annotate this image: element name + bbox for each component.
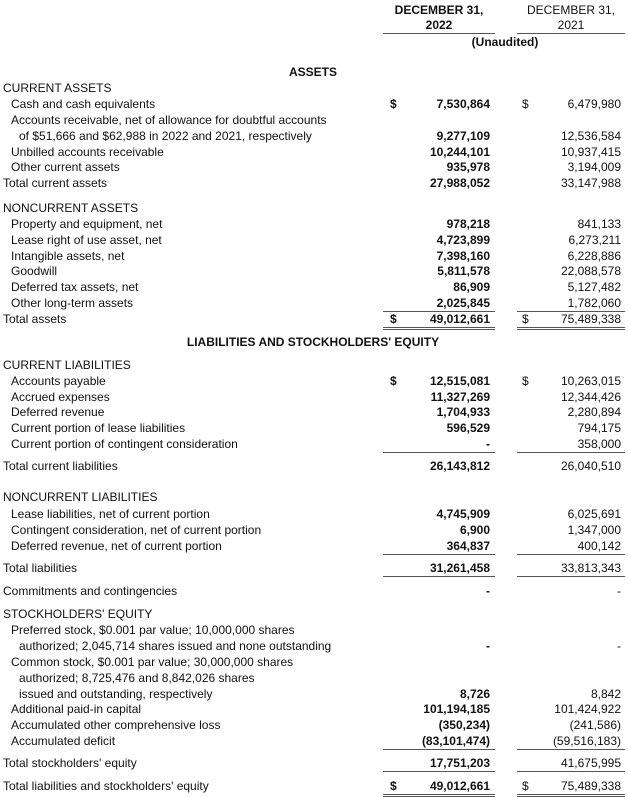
value-2022: 978,218 [446,217,490,231]
value-2022: 49,012,661 [429,779,490,793]
double-underline [383,329,495,330]
value-2022: 86,909 [453,280,490,294]
row-label: authorized; 2,045,714 shares issued and none outstanding [19,639,332,653]
value-2022: 7,398,160 [436,249,490,263]
value-2021: (59,516,183) [552,734,621,748]
value-2021: 41,675,995 [560,756,621,770]
row-label: Accounts receivable, net of allowance for doubtful accounts [11,113,327,127]
value-2021: 358,000 [577,437,621,451]
row-label: Contingent consideration, net of current portion [11,523,262,537]
double-underline [517,329,625,330]
value-2021: 8,842 [590,687,621,701]
row-label: authorized; 8,725,476 and 8,842,026 shares [19,671,255,685]
subtotal-underline [517,554,625,555]
subtotal-underline [517,452,625,453]
value-2022: 31,261,458 [429,561,490,575]
subtotal-underline [517,576,625,577]
row-label: CURRENT LIABILITIES [3,358,131,372]
value-2021: 26,040,510 [560,459,621,473]
value-2021: 33,147,988 [560,176,621,190]
value-2022: 10,244,101 [429,145,490,159]
row-label: of $51,666 and $62,988 in 2022 and 2021, respectively [19,129,312,143]
header-divider [383,33,495,34]
row-label: Total stockholders' equity [3,756,137,770]
dollar-sign: $ [390,779,397,793]
section-heading-assets: ASSETS [288,65,337,79]
subtotal-underline [383,576,495,577]
row-label: Other long-term assets [11,296,134,310]
row-label: Deferred revenue [11,405,105,419]
value-2022: (83,101,474) [421,734,490,748]
row-label: issued and outstanding, respectively [19,687,213,701]
value-2021: 400,142 [577,539,621,553]
value-2022: 4,723,899 [436,233,490,247]
row-label: CURRENT ASSETS [3,81,112,95]
value-2022: 9,277,109 [436,129,490,143]
value-2022: - [486,639,490,653]
value-2021: 33,813,343 [560,561,621,575]
row-label: Accrued expenses [11,390,110,404]
row-label: Total current assets [3,176,108,190]
dollar-sign: $ [522,779,529,793]
value-2022: 11,327,269 [430,390,490,404]
row-label: Intangible assets, net [11,249,125,263]
row-label: Total current liabilities [3,459,118,473]
value-2021: - [617,584,621,598]
value-2021: (241,586) [569,718,621,732]
row-label: Total assets [3,312,67,326]
value-2022: 12,515,081 [429,374,490,388]
value-2022: 1,704,933 [436,405,490,419]
value-2022: (350,234) [438,718,490,732]
row-label: STOCKHOLDERS' EQUITY [3,607,153,621]
row-label: Preferred stock, $0.001 par value; 10,000,000 shares [11,623,295,637]
value-2022: 6,900 [459,523,490,537]
dollar-sign: $ [522,374,529,388]
value-2022: 26,143,812 [429,459,490,473]
value-2022: 49,012,661 [429,312,490,326]
row-label: Accumulated other comprehensive loss [11,718,221,732]
row-label: Common stock, $0.001 par value; 30,000,000 shares [11,655,294,669]
row-label: Cash and cash equivalents [11,97,156,111]
value-2021: 1,347,000 [567,523,621,537]
value-2022: 2,025,845 [436,296,490,310]
subtotal-underline [517,749,625,750]
value-2021: 75,489,338 [560,779,621,793]
value-2022: - [486,437,490,451]
row-label: Accounts payable [11,374,106,388]
value-2021: 10,263,015 [560,374,621,388]
col-2022-header-line1: DECEMBER 31, [394,3,484,17]
header-divider [517,33,625,34]
row-label: Deferred revenue, net of current portion [11,539,222,553]
row-label: Total liabilities and stockholders' equity [3,779,209,793]
row-label: Accumulated deficit [11,734,116,748]
row-label: Additional paid-in capital [11,702,142,716]
row-label: Other current assets [11,160,120,174]
value-2021: 12,536,584 [560,129,621,143]
row-label: Total liabilities [3,561,78,575]
row-label: Lease liabilities, net of current portion [11,507,210,521]
row-label: Current portion of lease liabilities [11,421,186,435]
value-2021: 75,489,338 [560,312,621,326]
row-label: Deferred tax assets, net [11,280,139,294]
row-label: Unbilled accounts receivable [11,145,164,159]
col-2022-header-line2: 2022 [425,18,453,32]
row-label: Current portion of contingent consideration [11,437,238,451]
value-2021: - [617,639,621,653]
value-2021: 10,937,415 [560,145,621,159]
subtotal-underline [383,327,495,328]
dollar-sign: $ [522,312,529,326]
value-2021: 2,280,894 [567,405,621,419]
value-2021: 6,273,211 [568,233,621,247]
value-2022: 27,988,052 [429,176,490,190]
row-label: Property and equipment, net [11,217,163,231]
value-2021: 101,424,922 [554,702,621,716]
value-2021: 6,025,691 [567,507,621,521]
row-label: NONCURRENT LIABILITIES [3,490,158,504]
unaudited-note: (Unaudited) [471,35,539,49]
dollar-sign: $ [390,312,397,326]
col-2021-header-line2: 2021 [557,18,585,32]
dollar-sign: $ [390,374,397,388]
value-2022: 364,837 [446,539,490,553]
row-label: NONCURRENT ASSETS [3,201,139,215]
dollar-sign: $ [390,97,397,111]
subtotal-underline [517,327,625,328]
value-2021: 3,194,009 [567,160,621,174]
value-2022: 7,530,864 [436,97,490,111]
value-2021: 12,344,426 [560,390,621,404]
subtotal-underline [383,749,495,750]
value-2022: 935,978 [446,160,490,174]
subtotal-underline [383,452,495,453]
row-label: Goodwill [11,264,58,278]
value-2021: 794,175 [577,421,621,435]
subtotal-underline [383,554,495,555]
value-2022: 17,751,203 [429,756,490,770]
row-label: Commitments and contingencies [3,584,178,598]
subtotal-underline [383,771,495,772]
value-2021: 841,133 [577,217,621,231]
value-2022: 5,811,578 [437,264,490,278]
value-2022: 101,194,185 [423,702,490,716]
value-2021: 5,127,482 [567,280,621,294]
dollar-sign: $ [522,97,529,111]
value-2021: 1,782,060 [567,296,621,310]
value-2022: - [486,584,490,598]
value-2022: 596,529 [446,421,490,435]
row-label: Lease right of use asset, net [11,233,162,247]
value-2021: 22,088,578 [560,264,621,278]
value-2021: 6,228,886 [567,249,621,263]
value-2022: 8,726 [459,687,490,701]
col-2021-header-line1: DECEMBER 31, [526,3,616,17]
subtotal-underline [517,771,625,772]
value-2022: 4,745,909 [436,507,490,521]
section-heading-liabilities-equity: LIABILITIES AND STOCKHOLDERS' EQUITY [186,335,440,349]
value-2021: 6,479,980 [567,97,621,111]
